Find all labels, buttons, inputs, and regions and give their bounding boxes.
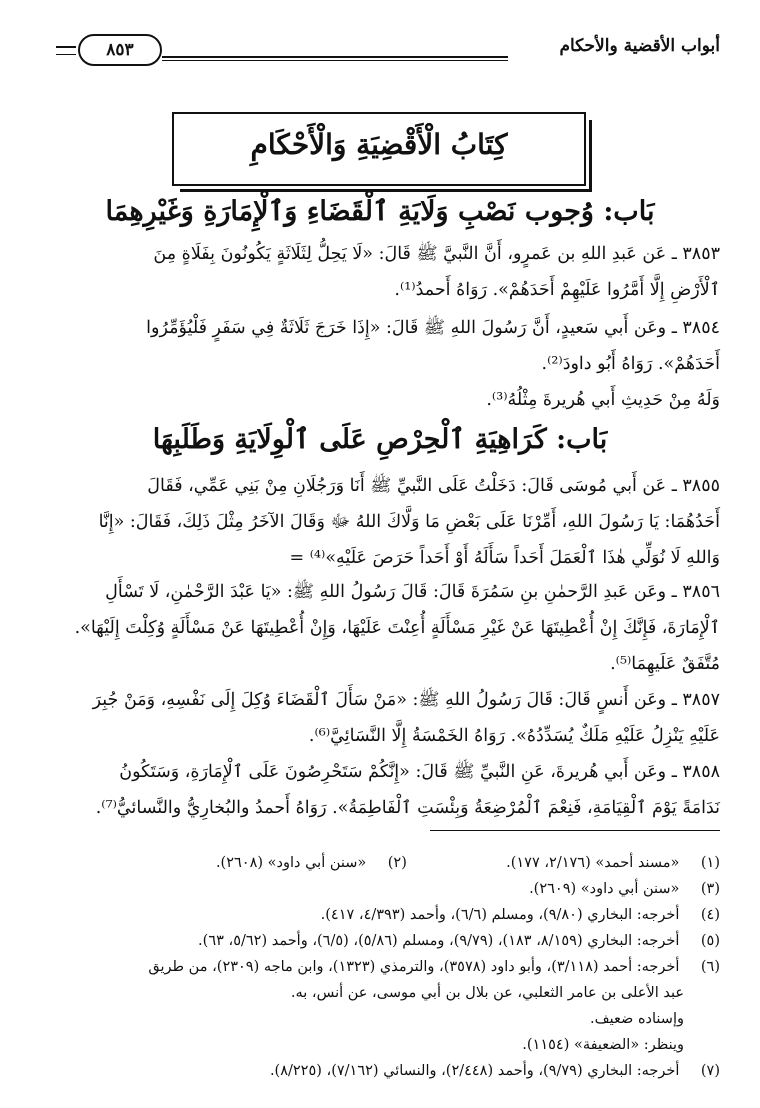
chapter-heading: بَاب: كَرَاهِيَةِ ٱلْحِرْصِ عَلَى ٱلْوِلَايَةِ وَطَلَبِهَا	[152, 424, 608, 455]
footnote-number: (٤)	[700, 907, 720, 923]
footnote-text: أخرجه: البخاري (٩/٨٠)، ومسلم (٦/٦)، وأحمد (٤/٣٩٣، ٤١٧).	[320, 907, 680, 923]
footnote-number: (٦)	[700, 959, 720, 975]
footnote-4	[40, 902, 720, 928]
hadith-3855	[40, 468, 720, 576]
text-line: ٣٨٥٤ ـ وعَن أَبي سَعيدٍ، أَنَّ رَسُولَ اللهِ ﷺ قَالَ: «إِذَا خَرَجَ ثَلَاثَةٌ فِي سَفَرٍ فَلْيُؤَمِّرُوا	[146, 318, 720, 338]
footnote-text: عبد الأعلى بن عامر الثعلبي، عن بلال بن أبي موسى، عن أنس، به.	[290, 985, 684, 1001]
header-rule-thin	[162, 60, 508, 61]
footnote-number: (٥)	[700, 933, 720, 949]
text-line: ٱلْإِمَارَةَ، فَإِنَّكَ إِنْ أُعْطِيتَهَا عَنْ غَيْرِ مَسْأَلَةٍ أُعِنْتَ عَلَيْهَا، وَإِنْ أُعْطِيتَهَا عَنْ مَسْأَلَةٍ وُكِلْتَ إِلَيْهَا».	[74, 618, 720, 638]
text-line: ٣٨٥٧ ـ وعَن أَنسٍ قَالَ: قَالَ رَسُولُ اللهِ ﷺ: «مَنْ سَأَلَ ٱلْقَضَاءَ وُكِلَ إِلَى نَفْسِهِ، وَمَنْ جُبِرَ	[92, 690, 720, 710]
footnote-6-cont	[40, 980, 720, 1006]
text-line: ٣٨٥٥ ـ عَن أَبي مُوسَى قَالَ: دَخَلْتُ عَلَى النَّبيِّ ﷺ أَنَا وَرَجُلَانِ مِنْ بَنِي عَمِّي، فَقَالَ	[147, 476, 720, 496]
footnote-number: (١)	[700, 855, 720, 871]
footnote-7	[40, 1058, 720, 1084]
text-line: مُتَّفَقٌ عَلَيهِمَا⁽⁵⁾.	[610, 654, 720, 674]
footnote-separator	[430, 830, 720, 831]
footnote-number: (٧)	[700, 1063, 720, 1079]
book-title-frame	[172, 112, 586, 186]
footnote-text: «سنن أبي داود» (٢٦٠٨).	[215, 855, 367, 871]
footnote-6	[40, 954, 720, 980]
text-line: عَلَيْهِ يَنْزِلُ عَلَيْهِ مَلَكٌ يُسَدِّدُهُ». رَوَاهُ الخَمْسَةُ إِلَّا النَّسَائِيَّ⁽⁶⁾.	[308, 726, 720, 746]
footnote-text: «مسند أحمد» (٢/١٧٦، ١٧٧).	[506, 855, 680, 871]
footnote-number: (٢)	[387, 855, 407, 871]
hadith-3856	[40, 574, 720, 682]
footnote-text: وإسناده ضعيف.	[590, 1011, 684, 1027]
text-line: ٣٨٥٦ ـ وعَن عَبدِ الرَّحمٰنِ بنِ سَمُرَةَ قَالَ: قَالَ رَسُولُ اللهِ ﷺ: «يَا عَبْدَ الرَّحْمٰنِ، لَا تَسْأَلِ	[105, 582, 720, 602]
text-line: ٣٨٥٨ ـ وعَن أَبي هُريرةَ، عَنِ النَّبيِّ ﷺ قَالَ: «إِنَّكُمْ سَتَحْرِصُونَ عَلَى ٱلْإِمَارَةِ، وَسَتَكُونُ	[119, 762, 720, 782]
hadith-3854	[40, 310, 720, 418]
footnote-text: أخرجه: البخاري (٩/٧٩)، وأحمد (٢/٤٤٨)، والنسائي (٧/١٦٢)، (٨/٢٢٥).	[269, 1063, 680, 1079]
text-line: ٱلْأَرْضِ إِلَّا أَمَّرُوا عَلَيْهِمْ أَحَدَهُمْ». رَوَاهُ أَحمدُ⁽¹⁾.	[394, 280, 720, 300]
chapter-heading: بَاب: وُجوب نَصْبِ وَلَايَةِ ٱلْقَضَاءِ وَٱلْإِمَارَةِ وَغَيْرِهِمَا	[105, 196, 655, 227]
page-number-ornament	[56, 46, 76, 55]
text-line: وَلَهُ مِنْ حَدِيثِ أَبي هُريرةَ مِثْلُهُ⁽³⁾.	[486, 390, 720, 410]
text-line: أَحَدَهُمْ». رَوَاهُ أَبُو داودَ⁽²⁾.	[541, 354, 720, 374]
footnote-number: (٣)	[700, 881, 720, 897]
text-line: أَحَدُهُمَا: يَا رَسُولَ اللهِ، أَمِّرْنَا عَلَى بَعْضِ مَا وَلَّاكَ اللهُ ﷻ وَقَالَ الآخَرُ مِثْلَ ذَلِكَ، فَقَالَ: «إِنَّا	[98, 512, 720, 532]
hadith-3857	[40, 682, 720, 754]
footnote-text: أخرجه: أحمد (٣/١١٨)، وأبو داود (٣٥٧٨)، والترمذي (١٣٢٣)، وابن ماجه (٢٣٠٩)، من طريق	[148, 959, 680, 975]
footnote-text: أخرجه: البخاري (٨/١٥٩، ١٨٣)، (٩/٧٩)، ومسلم (٥/٨٦)، (٦/٥)، وأحمد (٥/٦٢، ٦٣).	[198, 933, 680, 949]
running-title: أبواب الأقضية والأحكام	[559, 36, 720, 56]
hadith-3858	[40, 754, 720, 826]
text-line: ٣٨٥٣ ـ عَن عَبدِ اللهِ بن عَمرٍو، أَنَّ النَّبيَّ ﷺ قَالَ: «لَا يَحِلُّ لِثَلَاثَةٍ يَكُونُونَ بِفَلَاةٍ مِنَ	[153, 244, 720, 264]
page-number: ٨٥٣	[78, 34, 162, 66]
footnote-6-note	[40, 1006, 720, 1032]
footnote-5	[40, 928, 720, 954]
book-title: كِتَابُ الْأَقْضِيَةِ وَالْأَحْكَامِ	[250, 128, 508, 161]
footnote-3	[40, 876, 720, 902]
footnote-text: وينظر: «الضعيفة» (١١٥٤).	[522, 1037, 684, 1053]
page-header	[70, 30, 720, 70]
footnote-6-ref	[40, 1032, 720, 1058]
footnote-text: «سنن أبي داود» (٢٦٠٩).	[529, 881, 680, 897]
hadith-3853	[40, 236, 720, 308]
text-line: نَدَامَةً يَوْمَ ٱلْقِيَامَةِ، فَنِعْمَ ٱلْمُرْضِعَةُ وَبِئْسَتِ ٱلْفَاطِمَةُ». رَوَاهُ أَحمدُ والبُخارِيُّ والنَّسائيُّ⁽⁷⁾.	[95, 798, 720, 818]
text-line: وَاللهِ لَا نُوَلِّي هٰذَا ٱلْعَمَلَ أَحَداً سَأَلَهُ أَوْ أَحَداً حَرَصَ عَلَيْهِ»⁽⁴⁾ =	[289, 548, 720, 568]
footnote-1-2	[40, 850, 720, 876]
header-rule	[162, 56, 508, 58]
